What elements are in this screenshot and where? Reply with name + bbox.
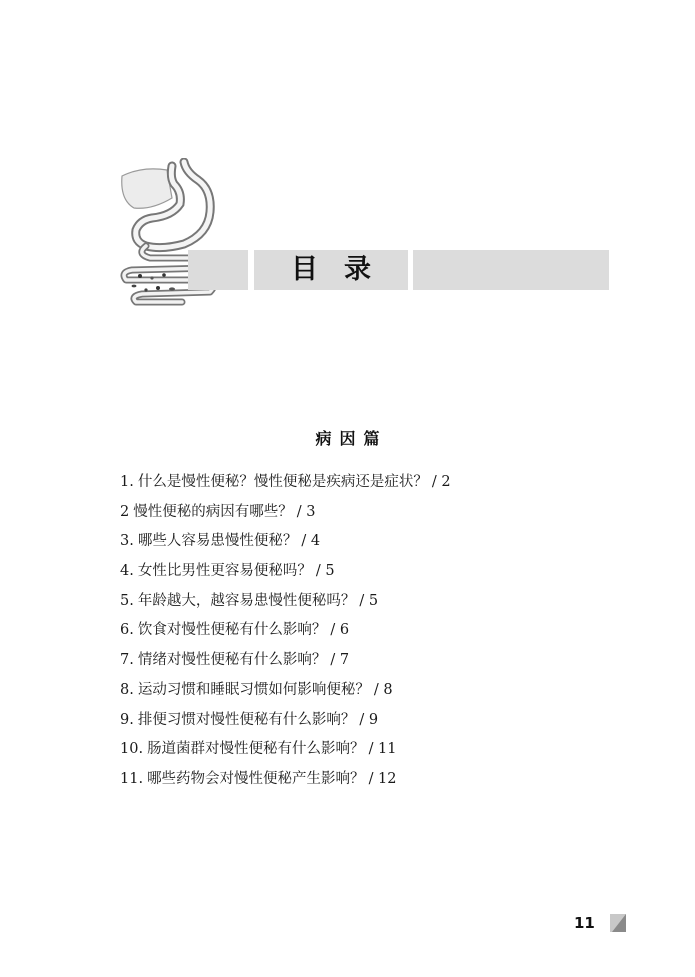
entry-title: 肠道菌群对慢性便秘有什么影响？ (147, 741, 365, 758)
entry-number: 3. (120, 533, 134, 550)
toc-list (120, 468, 590, 795)
entry-title: 运动习惯和睡眠习惯如何影响便秘？ (137, 681, 370, 698)
entry-title: 年龄越大，越容易患慢性便秘吗？ (137, 592, 356, 609)
entry-number: 1. (120, 474, 134, 490)
entry-page: / 9 (359, 711, 379, 728)
toc-entry[interactable] (120, 527, 590, 557)
entry-page: / 11 (368, 741, 397, 758)
entry-number: 11. (120, 770, 144, 787)
toc-entry[interactable] (120, 676, 590, 706)
section-heading: 病因篇 (315, 429, 388, 448)
entry-title: 情绪对慢性便秘有什么影响？ (137, 652, 327, 669)
entry-page: / 8 (373, 681, 393, 698)
entry-number: 10. (120, 741, 144, 758)
toc-entry[interactable] (120, 587, 590, 617)
entry-page: / 7 (330, 652, 350, 669)
toc-entry[interactable] (120, 468, 590, 498)
entry-number: 4. (120, 563, 134, 580)
entry-page: / 3 (296, 503, 316, 520)
entry-number: 2 (120, 503, 130, 520)
page-corner-mark-icon (610, 914, 626, 932)
entry-title: 饮食对慢性便秘有什么影响？ (137, 622, 327, 639)
entry-title: 哪些人容易患慢性便秘？ (137, 533, 298, 550)
page-title: 目录 (291, 254, 397, 285)
toc-entry[interactable] (120, 498, 590, 528)
entry-title: 女性比男性更容易便秘吗？ (137, 563, 312, 580)
entry-page: / 6 (330, 622, 350, 639)
entry-number: 9. (120, 711, 134, 728)
page-number: 11 (574, 914, 595, 932)
entry-title: 什么是慢性便秘？慢性便秘是疾病还是症状？ (137, 474, 428, 490)
entry-page: / 4 (301, 533, 321, 550)
entry-page: / 2 (431, 474, 451, 490)
toc-entry[interactable] (120, 706, 590, 736)
entry-page: / 5 (359, 592, 379, 609)
entry-number: 7. (120, 652, 134, 669)
title-band-right (413, 250, 609, 290)
toc-entry[interactable] (120, 735, 590, 765)
entry-page: / 12 (368, 770, 397, 787)
toc-entry[interactable] (120, 646, 590, 676)
toc-entry[interactable] (120, 765, 590, 795)
entry-title: 排便习惯对慢性便秘有什么影响？ (137, 711, 356, 728)
title-band-left (188, 250, 248, 290)
toc-entry[interactable] (120, 557, 590, 587)
entry-title: 哪些药物会对慢性便秘产生影响？ (147, 770, 365, 787)
toc-entry[interactable] (120, 616, 590, 646)
entry-number: 8. (120, 681, 134, 698)
entry-title: 慢性便秘的病因有哪些？ (133, 503, 293, 520)
entry-number: 5. (120, 592, 134, 609)
entry-page: / 5 (315, 563, 335, 580)
entry-number: 6. (120, 622, 134, 639)
